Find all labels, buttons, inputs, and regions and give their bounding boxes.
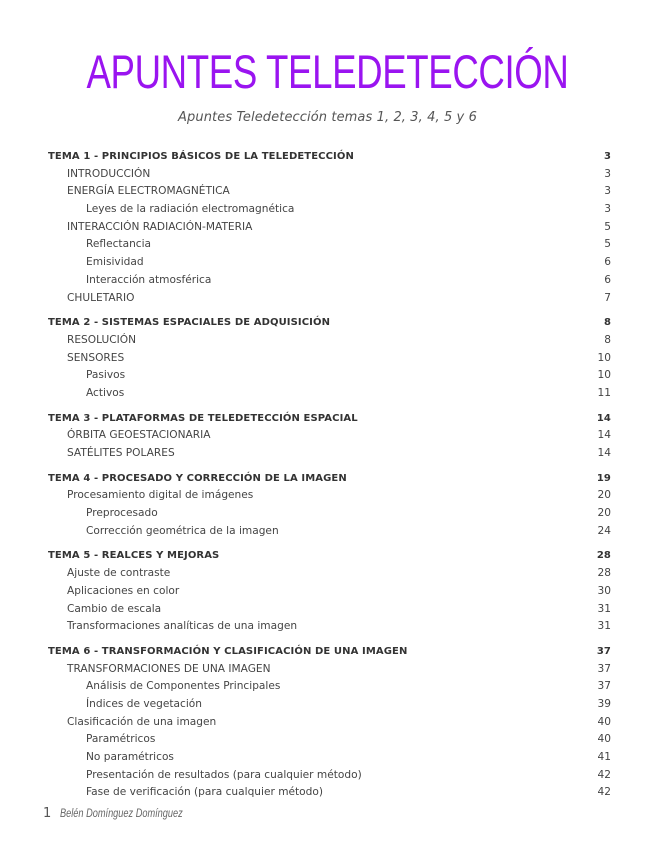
toc-entry[interactable] (48, 332, 611, 350)
toc-entry-label: Emisividad (86, 256, 144, 269)
toc-page-number: 3 (604, 203, 611, 216)
toc-heading[interactable] (48, 148, 611, 166)
toc-heading-label: TEMA 5 - REALCES Y MEJORAS (48, 550, 220, 562)
toc-entry-label: Aplicaciones en color (67, 584, 180, 597)
toc-page-number: 28 (596, 550, 611, 562)
toc-page-number: 3 (604, 185, 611, 198)
toc-entry-label: Interacción atmosférica (86, 273, 212, 286)
toc-page-number: 37 (596, 645, 611, 657)
toc-heading[interactable] (48, 643, 611, 661)
toc-entry-label: Corrección geométrica de la imagen (86, 524, 279, 537)
toc-entry-label: Leyes de la radiación electromagnética (86, 203, 295, 216)
toc-section-tema-4 (48, 470, 611, 541)
toc-entry[interactable] (48, 350, 611, 368)
toc-page-number: 31 (597, 602, 611, 615)
toc-entry-label: Paramétricos (86, 733, 156, 746)
toc-heading[interactable] (48, 470, 611, 488)
toc-entry[interactable] (48, 427, 611, 445)
toc-entry-label: Cambio de escala (67, 602, 162, 615)
toc-entry-label: Pasivos (86, 369, 126, 382)
toc-entry[interactable] (48, 385, 611, 403)
toc-entry[interactable] (48, 445, 611, 463)
toc-entry[interactable] (48, 661, 611, 679)
toc-entry[interactable] (48, 714, 611, 732)
toc-page-number: 42 (597, 768, 611, 781)
toc-page-number: 10 (597, 369, 611, 382)
toc-page-number: 20 (597, 489, 611, 502)
toc-entry[interactable] (48, 618, 611, 636)
toc-entry-label: ÓRBITA GEOESTACIONARIA (67, 429, 211, 442)
toc-page-number: 19 (596, 472, 611, 484)
toc-entry[interactable] (48, 236, 611, 254)
toc-entry-label: Ajuste de contraste (67, 567, 171, 580)
toc-page-number: 37 (597, 662, 611, 675)
toc-entry[interactable] (48, 583, 611, 601)
toc-page-number: 8 (603, 317, 611, 329)
document-title: APUNTES TELEDETECCIÓN (86, 45, 569, 98)
toc-heading[interactable] (48, 547, 611, 565)
toc-entry-label: Clasificación de una imagen (67, 715, 217, 728)
toc-entry-label: Fase de verificación (para cualquier método) (86, 786, 324, 799)
toc-entry-label: INTRODUCCIÓN (67, 167, 151, 180)
toc-heading[interactable] (48, 314, 611, 332)
toc-page-number: 7 (604, 291, 611, 304)
toc-page-number: 14 (597, 429, 611, 442)
table-of-contents (48, 148, 611, 809)
toc-heading-label: TEMA 3 - PLATAFORMAS DE TELEDETECCIÓN ESPACIAL (48, 412, 358, 424)
toc-section-tema-6 (48, 643, 611, 802)
toc-page-number: 3 (603, 151, 611, 162)
toc-entry[interactable] (48, 201, 611, 219)
document-subtitle: Apuntes Teledetección temas 1, 2, 3, 4, 5 y 6 (178, 110, 477, 125)
toc-heading-label: TEMA 4 - PROCESADO Y CORRECCIÓN DE LA IMAGEN (48, 472, 347, 484)
toc-page-number: 31 (597, 620, 611, 633)
toc-entry-label: Reflectancia (86, 238, 152, 251)
toc-page-number: 24 (597, 524, 611, 537)
toc-entry-label: Procesamiento digital de imágenes (67, 489, 254, 502)
toc-entry[interactable] (48, 784, 611, 802)
toc-entry[interactable] (48, 487, 611, 505)
toc-heading-label: TEMA 6 - TRANSFORMACIÓN Y CLASIFICACIÓN DE UNA IMAGEN (48, 645, 408, 657)
toc-section-tema-1 (48, 148, 611, 307)
toc-entry[interactable] (48, 367, 611, 385)
toc-entry[interactable] (48, 601, 611, 619)
toc-page-number: 37 (597, 680, 611, 693)
toc-entry[interactable] (48, 696, 611, 714)
toc-page-number: 41 (597, 751, 611, 763)
author-name: Belén Domínguez Domínguez (60, 808, 183, 820)
toc-page-number: 8 (604, 333, 611, 346)
toc-page-number: 39 (597, 697, 611, 710)
toc-heading-label: TEMA 1 - PRINCIPIOS BÁSICOS DE LA TELEDETECCIÓN (48, 151, 354, 162)
toc-page-number: 11 (597, 386, 611, 399)
toc-page-number: 40 (597, 715, 611, 728)
toc-entry-label: No paramétricos (86, 751, 174, 763)
toc-entry[interactable] (48, 183, 611, 201)
page-number: 1 (43, 806, 52, 821)
toc-entry-label: SENSORES (67, 351, 125, 364)
toc-page-number: 5 (604, 220, 611, 233)
toc-entry[interactable] (48, 290, 611, 308)
toc-entry[interactable] (48, 166, 611, 184)
toc-page-number: 14 (596, 412, 611, 424)
toc-page-number: 6 (604, 273, 611, 286)
toc-entry[interactable] (48, 523, 611, 541)
toc-entry-label: CHULETARIO (67, 291, 135, 304)
toc-page-number: 40 (597, 733, 611, 746)
toc-page-number: 3 (604, 167, 611, 180)
toc-page-number: 42 (597, 786, 611, 799)
toc-page-number: 30 (597, 584, 611, 597)
toc-entry-label: RESOLUCIÓN (67, 333, 137, 346)
toc-section-tema-3 (48, 410, 611, 463)
toc-entry-label: Preprocesado (86, 507, 158, 520)
toc-entry-label: Índices de vegetación (86, 697, 202, 710)
toc-entry-label: Presentación de resultados (para cualquier método) (86, 768, 362, 781)
toc-entry-label: Transformaciones analíticas de una imagen (67, 620, 298, 633)
toc-entry-label: SATÉLITES POLARES (67, 447, 175, 459)
toc-entry-label: Análisis de Componentes Principales (86, 680, 281, 693)
toc-heading-label: TEMA 2 - SISTEMAS ESPACIALES DE ADQUISICIÓN (48, 317, 331, 329)
toc-entry[interactable] (48, 219, 611, 237)
toc-page-number: 20 (597, 507, 611, 520)
toc-entry-label: ENERGÍA ELECTROMAGNÉTICA (67, 185, 230, 198)
toc-page-number: 6 (604, 256, 611, 269)
toc-section-tema-2 (48, 314, 611, 402)
page-footer (43, 806, 214, 821)
toc-heading[interactable] (48, 410, 611, 428)
toc-entry[interactable] (48, 678, 611, 696)
toc-entry[interactable] (48, 731, 611, 749)
toc-entry[interactable] (48, 565, 611, 583)
toc-page-number: 28 (597, 567, 611, 580)
toc-section-tema-5 (48, 547, 611, 635)
toc-entry[interactable] (48, 254, 611, 272)
toc-entry-label: Activos (86, 386, 125, 399)
toc-page-number: 14 (597, 447, 611, 459)
toc-entry-label: INTERACCIÓN RADIACIÓN-MATERIA (67, 220, 253, 233)
toc-entry[interactable] (48, 505, 611, 523)
toc-entry[interactable] (48, 767, 611, 785)
toc-entry[interactable] (48, 272, 611, 290)
toc-entry-label: TRANSFORMACIONES DE UNA IMAGEN (67, 662, 271, 675)
toc-entry[interactable] (48, 749, 611, 767)
toc-page-number: 10 (597, 351, 611, 364)
toc-page-number: 5 (604, 238, 611, 251)
